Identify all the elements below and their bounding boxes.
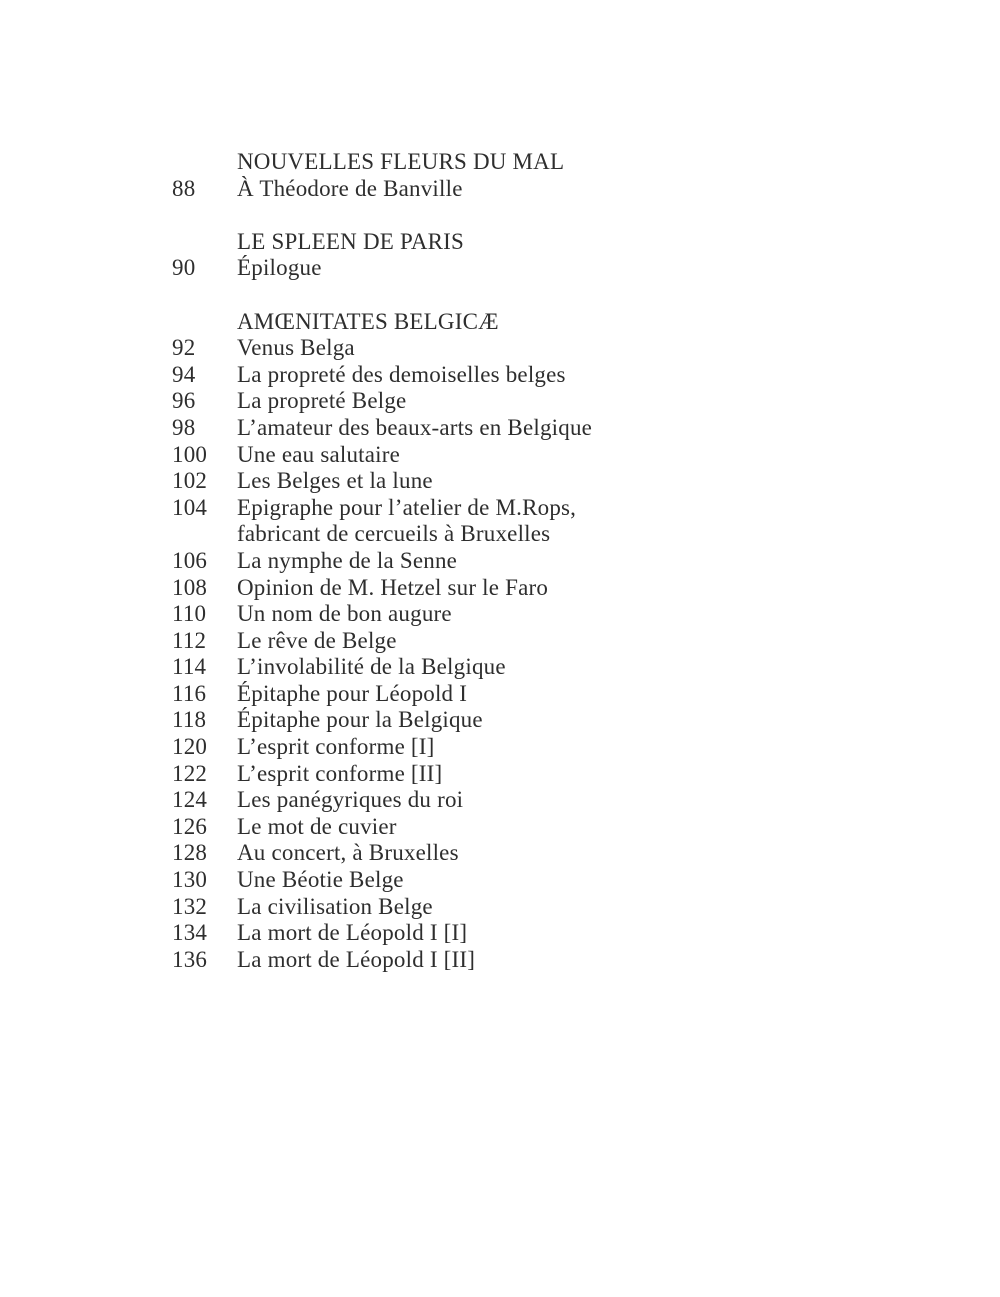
- table-of-contents: [172, 149, 812, 973]
- entry-title: La nymphe de la Senne: [237, 547, 458, 573]
- entry-title-continuation: fabricant de cercueils à Bruxelles: [237, 521, 551, 547]
- toc-entry: [172, 814, 812, 841]
- entry-page-number: 126: [172, 813, 208, 839]
- entry-title: Épitaphe pour la Belgique: [237, 707, 483, 733]
- toc-entry: [172, 601, 812, 628]
- entry-page-number: 104: [172, 494, 208, 520]
- toc-entry: [172, 495, 812, 548]
- toc-entry: [172, 388, 812, 415]
- entry-page-number: 112: [172, 627, 207, 653]
- entry-page-number: 110: [172, 601, 207, 627]
- entry-page-number: 114: [172, 654, 207, 680]
- entry-page-number: 106: [172, 547, 208, 573]
- toc-entry: [172, 840, 812, 867]
- toc-entry: [172, 468, 812, 495]
- toc-entry: [172, 654, 812, 681]
- section-heading: NOUVELLES FLEURS DU MAL: [237, 149, 565, 174]
- entry-page-number: 100: [172, 441, 208, 467]
- toc-entry: [172, 255, 812, 282]
- entry-title: Un nom de bon augure: [237, 601, 452, 627]
- entry-page-number: 98: [172, 414, 196, 440]
- entry-page-number: 102: [172, 468, 208, 494]
- entry-page-number: 118: [172, 707, 207, 733]
- entry-title: Les panégyriques du roi: [237, 787, 464, 813]
- entry-title: Une Béotie Belge: [237, 867, 404, 893]
- toc-section: [172, 229, 812, 282]
- entry-page-number: 108: [172, 574, 208, 600]
- toc-entry: [172, 787, 812, 814]
- entry-page-number: 92: [172, 335, 196, 361]
- entry-page-number: 136: [172, 946, 208, 972]
- entry-page-number: 116: [172, 680, 207, 706]
- entry-title: Épilogue: [237, 255, 322, 281]
- entry-page-number: 130: [172, 867, 208, 893]
- toc-section: [172, 149, 812, 202]
- toc-entry: [172, 707, 812, 734]
- entry-title: Le mot de cuvier: [237, 813, 397, 839]
- entry-title: Le rêve de Belge: [237, 627, 397, 653]
- entry-title: L’amateur des beaux-arts en Belgique: [237, 414, 593, 440]
- entry-page-number: 88: [172, 175, 196, 201]
- entry-page-number: 122: [172, 760, 208, 786]
- toc-entry: [172, 734, 812, 761]
- section-heading: LE SPLEEN DE PARIS: [237, 228, 465, 254]
- entry-title: L’esprit conforme [II]: [237, 760, 443, 786]
- toc-entry: [172, 867, 812, 894]
- entry-title: La propreté des demoiselles belges: [237, 361, 566, 387]
- toc-entry: [172, 947, 812, 974]
- entry-title: La mort de Léopold I [II]: [237, 946, 476, 972]
- toc-entry: [172, 335, 812, 362]
- toc-entry: [172, 548, 812, 575]
- toc-entry: [172, 362, 812, 389]
- entry-page-number: 94: [172, 361, 196, 387]
- entry-title: Au concert, à Bruxelles: [237, 840, 459, 866]
- entry-title: La propreté Belge: [237, 388, 407, 414]
- entry-page-number: 90: [172, 255, 196, 281]
- toc-entry: [172, 761, 812, 788]
- section-heading: AMŒNITATES BELGICÆ: [237, 308, 499, 334]
- toc-entry: [172, 894, 812, 921]
- entry-title: Une eau salutaire: [237, 441, 401, 467]
- entry-title: Opinion de M. Hetzel sur le Faro: [237, 574, 549, 600]
- toc-entry: [172, 681, 812, 708]
- entry-title: Épitaphe pour Léopold I: [237, 680, 468, 706]
- toc-entry: [172, 176, 812, 203]
- entry-page-number: 134: [172, 920, 208, 946]
- entry-page-number: 120: [172, 734, 208, 760]
- toc-entry: [172, 442, 812, 469]
- entry-title: Les Belges et la lune: [237, 468, 433, 494]
- toc-section: [172, 309, 812, 974]
- entry-page-number: 128: [172, 840, 208, 866]
- entry-title: La civilisation Belge: [237, 893, 433, 919]
- entry-page-number: 96: [172, 388, 196, 414]
- toc-entry: [172, 628, 812, 655]
- entry-title: Epigraphe pour l’atelier de M.Rops,: [237, 494, 577, 520]
- entry-title: L’involabilité de la Belgique: [237, 654, 506, 680]
- entry-title: Venus Belga: [237, 335, 355, 361]
- entry-title: L’esprit conforme [I]: [237, 734, 435, 760]
- toc-entry: [172, 415, 812, 442]
- entry-title: À Théodore de Banville: [237, 175, 463, 201]
- toc-entry: [172, 920, 812, 947]
- entry-page-number: 132: [172, 893, 208, 919]
- entry-page-number: 124: [172, 787, 208, 813]
- entry-title: La mort de Léopold I [I]: [237, 920, 468, 946]
- toc-entry: [172, 575, 812, 602]
